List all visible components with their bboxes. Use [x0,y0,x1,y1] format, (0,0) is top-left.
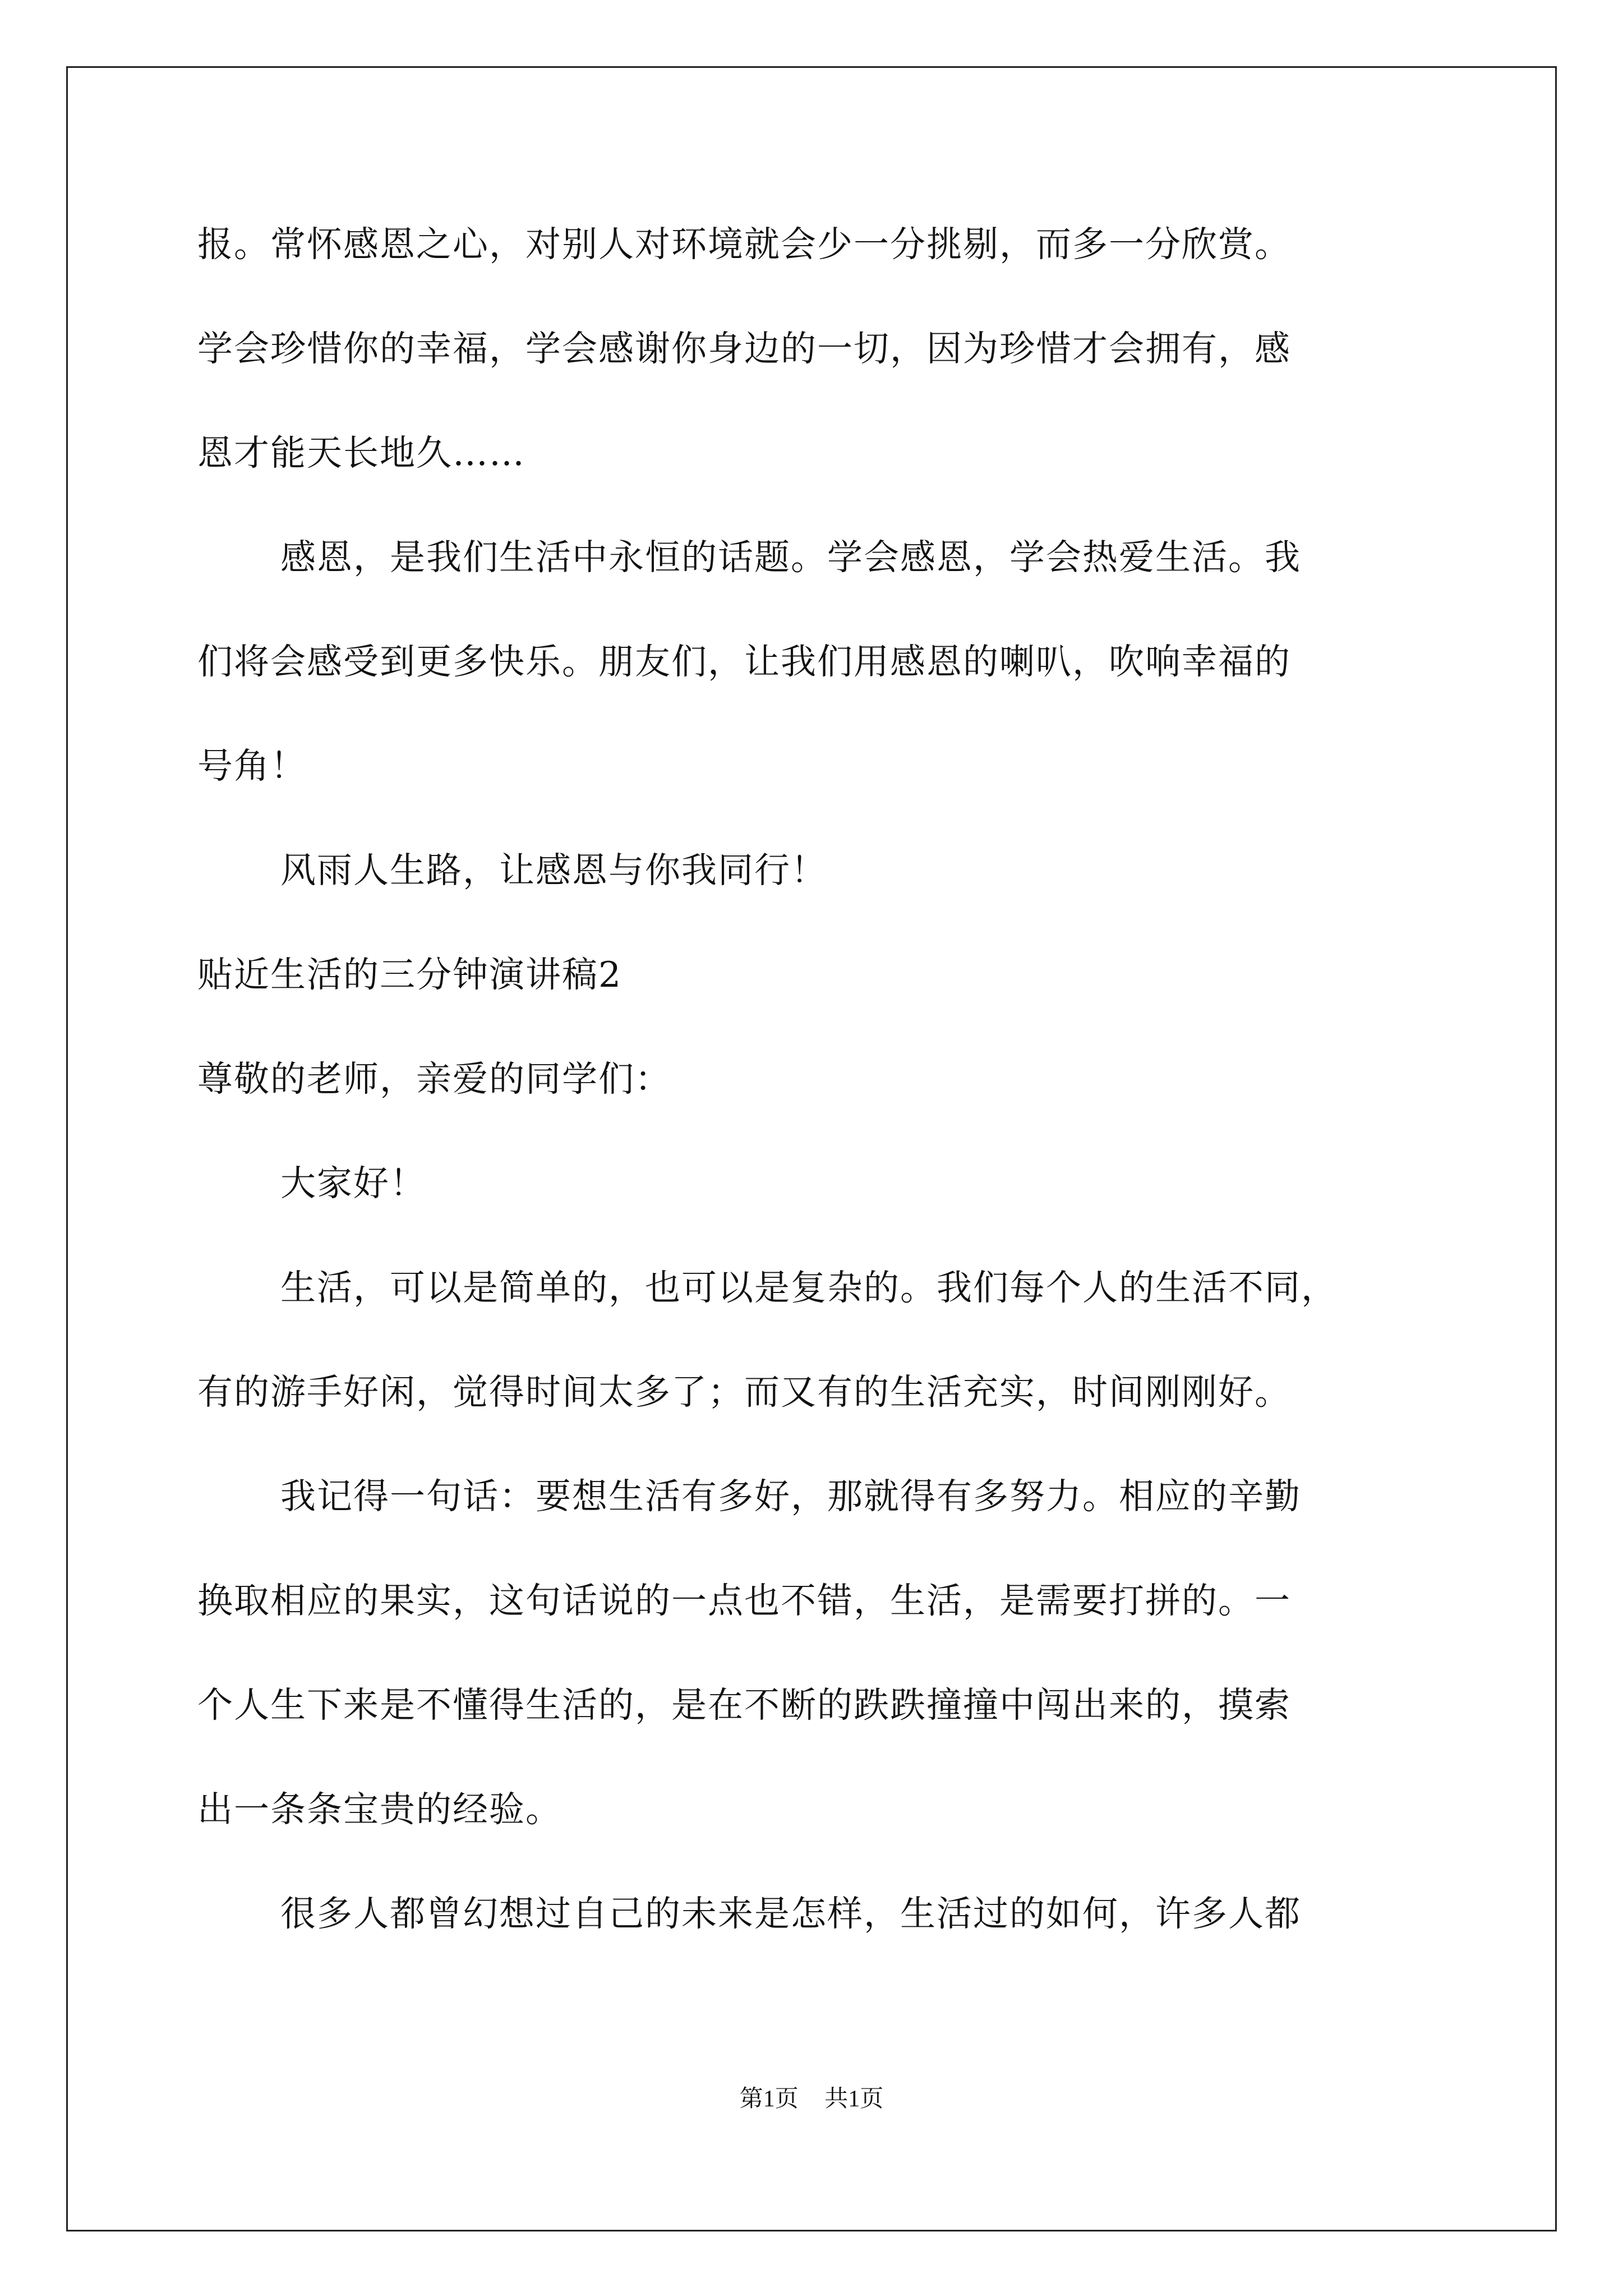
text-line: 有的游手好闲，觉得时间太多了；而又有的生活充实，时间刚刚好。 [197,1372,1291,1412]
paragraph-start: 风雨人生路，让感恩与你我同行！ [280,850,827,891]
page-footer [0,2082,1623,2116]
greeting: 大家好！ [280,1163,426,1204]
text-line: 学会珍惜你的幸福，学会感谢你身边的一切，因为珍惜才会拥有，感 [197,328,1291,369]
paragraph-start: 感恩，是我们生活中永恒的话题。学会感恩，学会热爱生活。我 [280,537,1301,578]
text-line: 号角！ [197,746,307,786]
text-line: 恩才能天长地久…… [197,432,525,473]
text-line: 个人生下来是不懂得生活的，是在不断的跌跌撞撞中闯出来的，摸索 [197,1685,1291,1726]
page-total: 共1页 [824,2086,884,2112]
text-line: 报。常怀感恩之心，对别人对环境就会少一分挑剔，而多一分欣赏。 [197,224,1291,265]
text-line: 出一条条宝贵的经验。 [197,1789,562,1830]
text-line: 们将会感受到更多快乐。朋友们，让我们用感恩的喇叭，吹响幸福的 [197,641,1291,682]
section-title: 贴近生活的三分钟演讲稿2 [197,954,623,995]
paragraph-start: 很多人都曾幻想过自己的未来是怎样，生活过的如何，许多人都 [280,1893,1301,1934]
paragraph-start: 生活，可以是简单的，也可以是复杂的。我们每个人的生活不同， [280,1267,1338,1308]
paragraph-start: 我记得一句话：要想生活有多好，那就得有多努力。相应的辛勤 [280,1476,1301,1517]
page-number: 第1页 [739,2086,799,2112]
text-line: 换取相应的果实，这句话说的一点也不错，生活，是需要打拼的。一 [197,1580,1291,1621]
salutation: 尊敬的老师，亲爱的同学们： [197,1059,671,1099]
